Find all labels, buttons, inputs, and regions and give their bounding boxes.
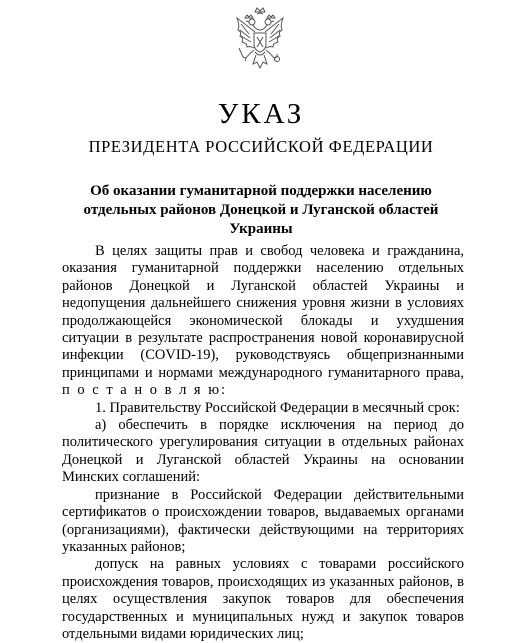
paragraph-1: 1. Правительству Российской Федерации в месячный срок: [95,399,460,416]
decree-heading-line: отдельных районов Донецкой и Луганской областей [83,202,439,218]
document-subtitle: ПРЕЗИДЕНТА РОССИЙСКОЙ ФЕДЕРАЦИИ [88,137,434,156]
paragraph-1a: а) обеспечить в порядке исключения на период до политического урегулирования ситуации в отдельных районах Донецкой и Луганской областей Украины на основании Минских соглашений: [62,417,464,486]
coat-of-arms-icon [231,6,289,76]
decree-heading [60,182,462,239]
decree-body [62,243,464,643]
intro-text: В целях защиты прав и свобод человека и гражданина, оказания гуманитарной поддержки населению отдельных районов Донецкой и Луганской областей Украины и недопущения дальнейшего снижения уровня жизни в условиях продолжающейся экономической блокады и ухудшения ситуации в результате распространения новой коронавирусной инфекции (COVID-19), руководствуясь общепризнанными принципами и нормами международного гуманитарного права, [62,243,464,381]
decree-word: п о с т а н о в л я ю: [62,382,228,399]
decree-heading-line: Украины [229,221,293,237]
paragraph-recognition: признание в Российской Федерации действительными сертификатов о происхождении товаров, выдаваемых органами (организациями), фактически действующими на территориях указанных районов; [62,486,464,555]
intro-paragraph [62,243,464,400]
decree-heading-line: Об оказании гуманитарной поддержки населению [90,183,432,199]
paragraph-admission: допуск на равных условиях с товарами российского происхождения товаров, происходящих из указанных районов, в целях осуществления закупок товаров для обеспечения государственных и муниципальных нужд и закупок товаров отдельными видами юридических лиц; [62,556,464,642]
document-title: УКАЗ [217,98,305,130]
